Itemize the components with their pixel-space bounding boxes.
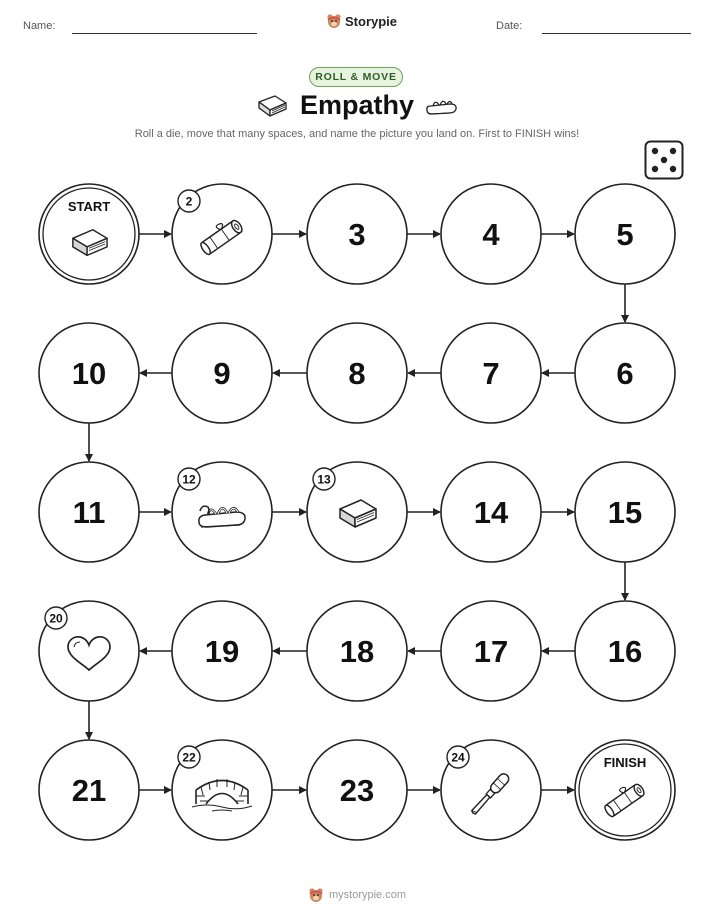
name-label: Name:: [23, 20, 56, 32]
space-number: 6: [616, 356, 634, 391]
board-space: [575, 462, 675, 562]
board-space: [441, 184, 541, 284]
space-number: 18: [339, 634, 375, 669]
space-number: 3: [348, 217, 366, 252]
page-title: Empathy: [299, 90, 415, 120]
space-number: 9: [213, 356, 231, 391]
brand-name: Storypie: [345, 13, 398, 29]
board-space: [307, 601, 407, 701]
space-number: 21: [71, 773, 107, 808]
board-space: [39, 601, 139, 701]
space-number: 12: [182, 472, 196, 487]
board-space: [172, 601, 272, 701]
date-label: Date:: [496, 20, 523, 32]
space-number: 19: [204, 634, 240, 669]
space-number: 11: [72, 495, 106, 530]
board-space: [172, 740, 272, 840]
space-number: 23: [339, 773, 375, 808]
board-space: [575, 601, 675, 701]
board-space: [307, 323, 407, 423]
board-space: [307, 740, 407, 840]
board-space: [441, 740, 541, 840]
start-space: [39, 184, 139, 284]
space-number: 14: [473, 495, 509, 530]
board-space: [172, 323, 272, 423]
footer-url: mystorypie.com: [328, 889, 407, 901]
finish-space: [575, 740, 675, 840]
space-label: FINISH: [603, 755, 647, 770]
board-space: [39, 740, 139, 840]
board-space: [441, 601, 541, 701]
space-number: 7: [482, 356, 500, 391]
space-number: 10: [71, 356, 107, 391]
board-space: [172, 462, 272, 562]
board-space: [39, 323, 139, 423]
space-number: 17: [473, 634, 509, 669]
space-number: 22: [182, 750, 196, 765]
space-number: 20: [49, 611, 63, 626]
bear-mascot-icon: [308, 887, 324, 903]
footer: [0, 887, 714, 903]
space-number: 13: [317, 472, 331, 487]
board-space: [575, 184, 675, 284]
space-number: 2: [185, 194, 193, 209]
board-space: [307, 462, 407, 562]
board-space: [307, 184, 407, 284]
space-number: 15: [607, 495, 643, 530]
instructions: Roll a die, move that many spaces, and name the picture you land on. First to FINISH wins!: [134, 128, 580, 140]
space-number: 16: [607, 634, 643, 669]
game-type-badge: ROLL & MOVE: [309, 67, 403, 87]
board-space: [441, 462, 541, 562]
space-number: 4: [482, 217, 500, 252]
space-number: 24: [451, 750, 465, 765]
space-label: START: [67, 199, 111, 214]
space-number: 8: [348, 356, 366, 391]
board-space: [575, 323, 675, 423]
space-number: 5: [616, 217, 634, 252]
board-space: [441, 323, 541, 423]
board-space: [172, 184, 272, 284]
board-space: [39, 462, 139, 562]
